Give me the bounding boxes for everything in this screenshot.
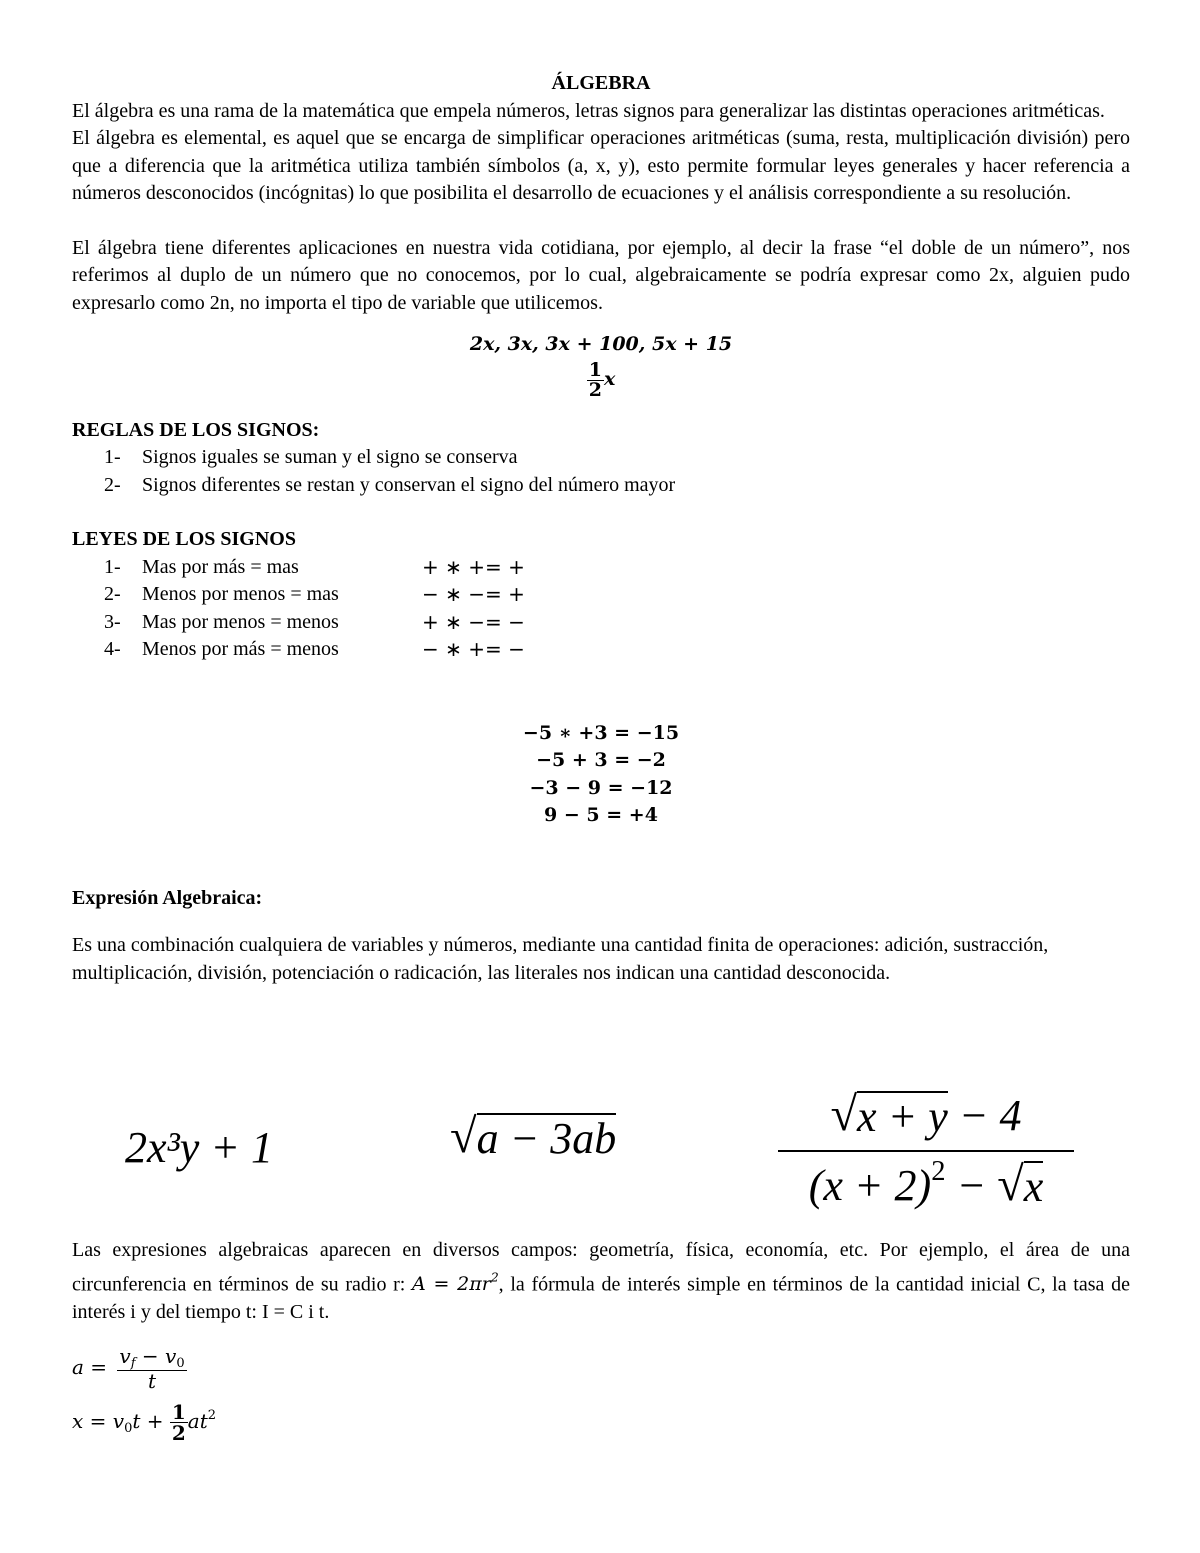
denominator-exponent: 2 [931, 1156, 946, 1187]
numerator-tail: − 4 [947, 1091, 1022, 1140]
page-title: ÁLGEBRA [551, 72, 651, 94]
reglas-heading: REGLAS DE LOS SIGNOS: [72, 418, 320, 441]
big-expression-2: √ a − 3ab [450, 1110, 617, 1164]
big-expression-1: 2x³y + 1 [125, 1123, 273, 1172]
example-fraction [72, 358, 1130, 417]
document-page [72, 70, 1130, 1007]
leyes-list [72, 554, 1130, 664]
expresion-heading: Expresión Algebraica: [72, 886, 263, 909]
list-item: 2- Signos diferentes se restan y conservan el signo del número mayor [104, 473, 676, 496]
area-formula: $A = 2\pi r^2$ [412, 1270, 499, 1296]
operations-block [72, 720, 1130, 830]
intro-paragraph-3: El álgebra tiene diferentes aplicaciones en nuestra vida cotidiana, por ejemplo, al decir la frase “el doble de un número”, nos referimos al duplo de un número que no conocemos, por lo cual, algebraicamente se podría expresar como 2x, alguien pudo expresarlo como 2n, no importa el tipo de variable que utilicemos. [72, 236, 1130, 314]
fraction-numerator: 1 [588, 358, 602, 381]
radicand: x + y [857, 1092, 948, 1142]
list-item: 2- Menos por menos = mas − ∗ −= + [104, 582, 525, 606]
operation-line: 9 − 5 = +4 [544, 804, 658, 826]
operation-line: −5 + 3 = −2 [536, 749, 666, 771]
acceleration-formula: a = $\frac{v_f - v_0}{t}$ [72, 1344, 185, 1393]
intro-paragraph-1: El álgebra es una rama de la matemática que empela números, letras signos para generalizar las distintas operaciones aritméticas. [72, 99, 1105, 122]
denominator-head: (x + 2) [808, 1161, 932, 1211]
list-item: 1- Signos iguales se suman y el signo se conserva [104, 446, 518, 468]
leyes-heading: LEYES DE LOS SIGNOS [72, 528, 296, 550]
fraction-variable: x [603, 367, 616, 390]
operation-line: −3 − 9 = −12 [529, 776, 673, 799]
example-expressions: 2x, 3x, 3x + 100, 5x + 15 [469, 333, 733, 355]
fraction-denominator: 2 [588, 378, 602, 401]
intro-paragraph-2: El álgebra es elemental, es aquel que se encarga de simplificar operaciones aritméticas (suma, resta, multiplicación división) pero que a diferencia que la aritmética utiliza también símbolos (a, x, y), esto permite formular leyes generales y hacer referencia a números desconocidos (incógnitas) lo que posibilita el desarrollo de ecuaciones y el análisis correspondiente a su resolución. [72, 127, 1130, 204]
aplicaciones-paragraph: Las expresiones algebraicas aparecen en diversos campos: geometría, física, economía, etc. Por ejemplo, el área de una circunferencia en términos de su radio r: $A = 2\pi r^2$, la fórmula de interés simple en términos de la cantidad inicial C, la tasa de interés i y del tiempo t: I = C i t. [72, 1239, 1130, 1323]
radicand: x [1023, 1162, 1044, 1212]
operation-line: −5 ∗ +3 = −15 [522, 721, 680, 744]
big-expression-3: √ x + y − 4 $(x + 2)^2$ − √ x [778, 1090, 1074, 1211]
radicand: a − 3ab [476, 1114, 617, 1164]
list-item: 1- Mas por más = mas + ∗ += + [104, 554, 525, 579]
position-formula: $x = v_0t$ + $\frac{1}{2}$ $at^2$ [72, 1400, 217, 1445]
denominator-mid: − [945, 1161, 998, 1211]
list-item: 4- Menos por más = menos − ∗ += − [104, 637, 525, 661]
list-item: 3- Mas por menos = menos + ∗ −= − [104, 609, 525, 634]
reglas-list [72, 444, 1130, 499]
expresion-paragraph: Es una combinación cualquiera de variables y números, mediante una cantidad finita de operaciones: adición, sustracción, multiplicación, división, potenciación o radicación, las literales nos indican una cantidad desconocida. [72, 934, 1049, 984]
